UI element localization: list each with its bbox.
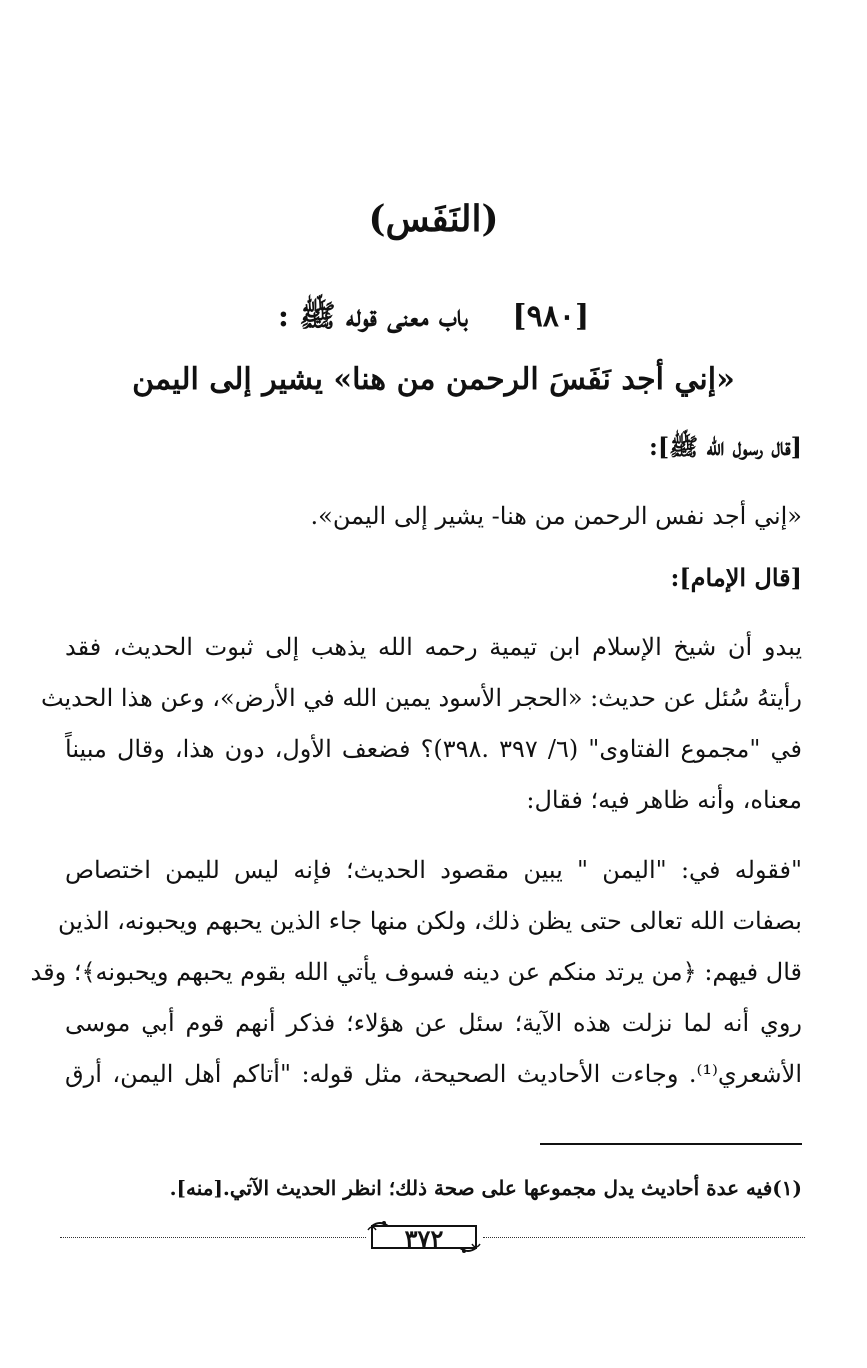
footnote-separator bbox=[540, 1143, 802, 1145]
chapter-heading-text: باب معنى قوله ﷺ : bbox=[277, 299, 468, 334]
page-number-frame bbox=[366, 1218, 482, 1256]
paragraph-1-line-1: يبدو أن شيخ الإسلام ابن تيمية رحمه الله يذهب إلى ثبوت الحديث، فقد bbox=[65, 633, 802, 661]
chapter-number: [٩٨٠] bbox=[512, 299, 590, 334]
paragraph-2-line-1: "فقوله في: "اليمن " يبين مقصود الحديث؛ فإنه ليس لليمن اختصاص bbox=[65, 856, 802, 884]
footer-dotted-rule-right bbox=[483, 1237, 805, 1238]
paragraph-2-line-2: بصفات الله تعالى حتى يظن ذلك، ولكن منها جاء الذين يحبهم ويحبونه، الذين bbox=[58, 907, 802, 935]
paragraph-2-line-5: الأشعري⁽¹⁾. وجاءت الأحاديث الصحيحة، مثل قوله: "أتاكم أهل اليمن، أرق bbox=[65, 1060, 802, 1088]
paragraph-1-line-2: رأيتهُ سُئل عن حديث: «الحجر الأسود يمين الله في الأرض»، وعن هذا الحديث bbox=[40, 684, 802, 712]
prophet-label: [قال رسول الله ﷺ]: bbox=[648, 432, 802, 461]
paragraph-2-line-3: قال فيهم: ﴿من يرتد منكم عن دينه فسوف يأتي الله بقوم يحبهم ويحبونه﴾؛ وقد bbox=[30, 958, 802, 986]
chapter-subtitle: «إني أجد نَفَسَ الرحمن من هنا» يشير إلى اليمن bbox=[132, 362, 735, 397]
chapter-heading bbox=[0, 298, 867, 341]
page-number: ٣٧٢ bbox=[404, 1224, 444, 1253]
paragraph-2-line-4: روي أنه لما نزلت هذه الآية؛ سئل عن هؤلاء؛ فذكر أنهم قوم أبي موسى bbox=[65, 1009, 802, 1037]
footnote: (١)فيه عدة أحاديث يدل مجموعها على صحة ذلك؛ انظر الحديث الآتي.[منه]. bbox=[169, 1176, 802, 1200]
paragraph-1-line-4: معناه، وأنه ظاهر فيه؛ فقال: bbox=[526, 786, 802, 814]
hadith-text: «إني أجد نفس الرحمن من هنا- يشير إلى اليمن». bbox=[310, 502, 802, 530]
footer-dotted-rule-left bbox=[60, 1237, 366, 1238]
imam-label: [قال الإمام]: bbox=[670, 563, 802, 592]
section-title: (النَفَس) bbox=[368, 198, 499, 240]
paragraph-1-line-3: في "مجموع الفتاوى" (٦/ ٣٩٧ .٣٩٨)؟ فضعف الأول، دون هذا، وقال مبيناً bbox=[65, 735, 802, 763]
